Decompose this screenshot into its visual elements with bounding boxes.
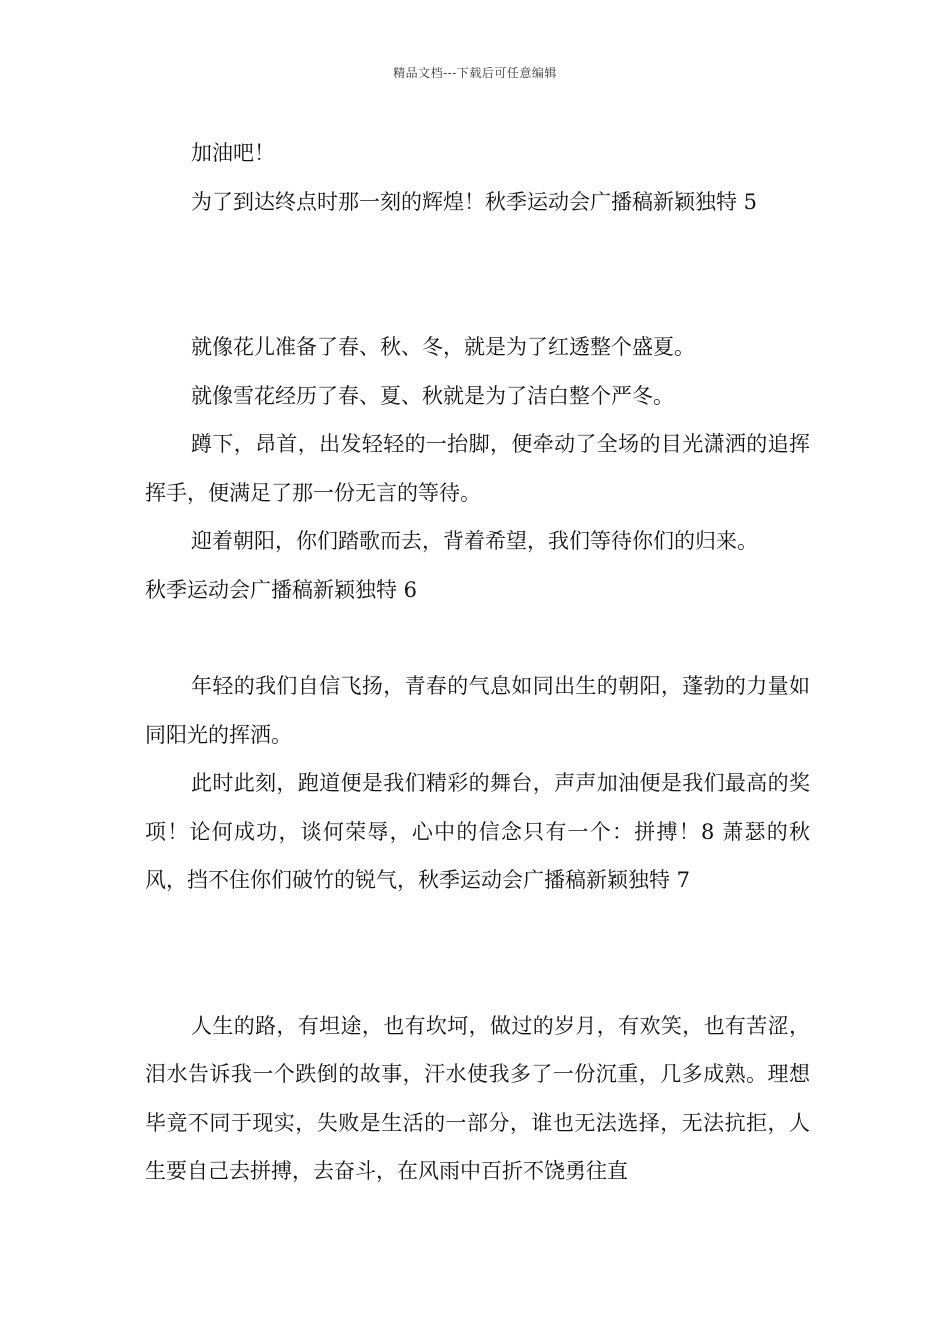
paragraph: 迎着朝阳，你们踏歌而去，背着希望，我们等待你们的归来。 xyxy=(191,529,758,553)
paragraph: 就像雪花经历了春、夏、秋就是为了洁白整个严冬。 xyxy=(191,383,674,408)
document-body xyxy=(145,129,810,1196)
paragraph: 加油吧！ xyxy=(191,141,275,165)
page-header: 精品文档---下载后可任意编辑 xyxy=(393,66,557,80)
paragraph: 就像花儿准备了春、秋、冬，就是为了红透整个盛夏。 xyxy=(191,335,695,359)
blank-space xyxy=(145,226,810,323)
blank-space xyxy=(145,614,810,662)
paragraph: 为了到达终点时那一刻的辉煌！秋季运动会广播稿新颖独特 5 xyxy=(191,189,758,214)
paragraph: 人生的路，有坦途，也有坎坷，做过的岁月，有欢笑，也有苦涩，泪水告诉我一个跌倒的故事，汗水使我多了一份沉重，几多成熟。理想毕竟不同于现实，失败是生活的一部分，谁也无法选择，无法抗拒，人生要自己去拼搏，去奋斗，在风雨中百折不饶勇往直 xyxy=(145,1013,810,1183)
paragraph: 此时此刻，跑道便是我们精彩的舞台，声声加油便是我们最高的奖项！论何成功，谈何荣辱，心中的信念只有一个：拼搏！8 萧瑟的秋风，挡不住你们破竹的锐气，秋季运动会广播稿新颖独特 7 xyxy=(145,771,810,892)
blank-space xyxy=(145,905,810,1002)
section-heading: 秋季运动会广播稿新颖独特 6 xyxy=(145,577,418,602)
paragraph: 年轻的我们自信飞扬，青春的气息如同出生的朝阳，蓬勃的力量如同阳光的挥洒。 xyxy=(145,674,810,747)
paragraph: 蹲下，昂首，出发轻轻的一抬脚，便牵动了全场的目光潇洒的追挥挥手，便满足了那一份无言的等待。 xyxy=(145,432,810,505)
